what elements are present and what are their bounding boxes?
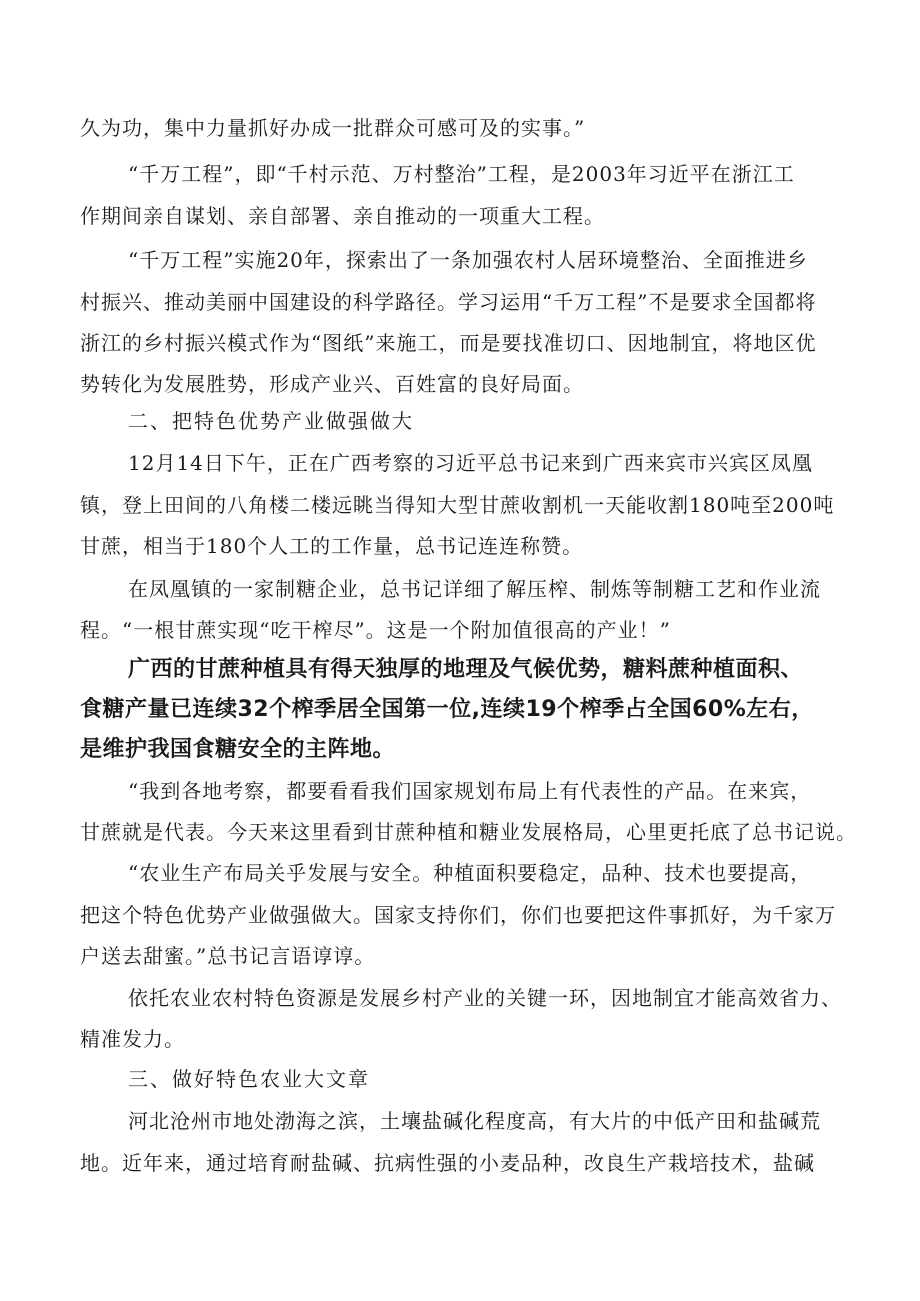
- bold-text-line: 是维护我国食糖安全的主阵地。: [80, 737, 396, 762]
- text-line: 在凤凰镇的一家制糖企业，总书记详细了解压榨、制炼等制糖工艺和作业流: [128, 577, 821, 601]
- bold-text-line: 广西的甘蔗种植具有得天独厚的地理及气候优势，糖料蔗种植面积、: [128, 657, 804, 682]
- text-line: “千万工程”实施20年，探索出了一条加强农村人居环境整治、全面推进乡: [128, 248, 808, 272]
- text-line: 地。近年来，通过培育耐盐碱、抗病性强的小麦品种，改良生产栽培技术，盐碱: [80, 1151, 815, 1175]
- section-heading: 二、把特色优势产业做强做大: [128, 409, 414, 433]
- text-line: 镇，登上田间的八角楼二楼远眺当得知大型甘蔗收割机一天能收割180吨至200吨: [80, 493, 835, 517]
- text-line: 作期间亲自谋划、亲自部署、亲自推动的一项重大工程。: [80, 204, 605, 228]
- text-line: 精准发力。: [80, 1027, 185, 1051]
- text-line: 村振兴、推动美丽中国建设的科学路径。学习运用“千万工程”不是要求全国都将: [80, 290, 817, 314]
- text-line: 河北沧州市地处渤海之滨，土壤盐碱化程度高，有大片的中低产田和盐碱荒: [128, 1109, 821, 1133]
- text-line: “千万工程”，即“千村示范、万村整治”工程，是2003年习近平在浙江工: [128, 162, 795, 186]
- text-line: 把这个特色优势产业做强做大。国家支持你们，你们也要把这件事抓好，为千家万: [80, 903, 836, 927]
- text-line: 久为功，集中力量抓好办成一批群众可感可及的实事。”: [80, 116, 586, 140]
- text-line: 程。“一根甘蔗实现“吃干榨尽”。这是一个附加值很高的产业！”: [80, 618, 671, 642]
- text-line: “农业生产布局关乎发展与安全。种植面积要稳定，品种、技术也要提高，: [128, 861, 812, 885]
- bold-text-line: 食糖产量已连续32个榨季居全国第一位,连续19个榨季占全国60%左右，: [80, 697, 814, 722]
- text-line: 甘蔗就是代表。今天来这里看到甘蔗种植和糖业发展格局，心里更托底了总书记说。: [80, 820, 857, 844]
- text-line: 依托农业农村特色资源是发展乡村产业的关键一环，因地制宜才能高效省力、: [128, 986, 842, 1010]
- section-heading: 三、做好特色农业大文章: [128, 1067, 370, 1091]
- text-line: 浙江的乡村振兴模式作为“图纸”来施工，而是要找准切口、因地制宜，将地区优: [80, 331, 817, 355]
- text-line: 户送去甜蜜。”总书记言语谆谆。: [80, 944, 376, 968]
- text-line: “我到各地考察，都要看看我们国家规划布局上有代表性的产品。在来宾，: [128, 779, 812, 803]
- text-line: 甘蔗，相当于180个人工的工作量，总书记连连称赞。: [80, 534, 584, 558]
- text-line: 势转化为发展胜势，形成产业兴、百姓富的良好局面。: [80, 372, 584, 396]
- text-line: 12月14日下午，正在广西考察的习近平总书记来到广西来宾市兴宾区凤凰: [128, 451, 813, 475]
